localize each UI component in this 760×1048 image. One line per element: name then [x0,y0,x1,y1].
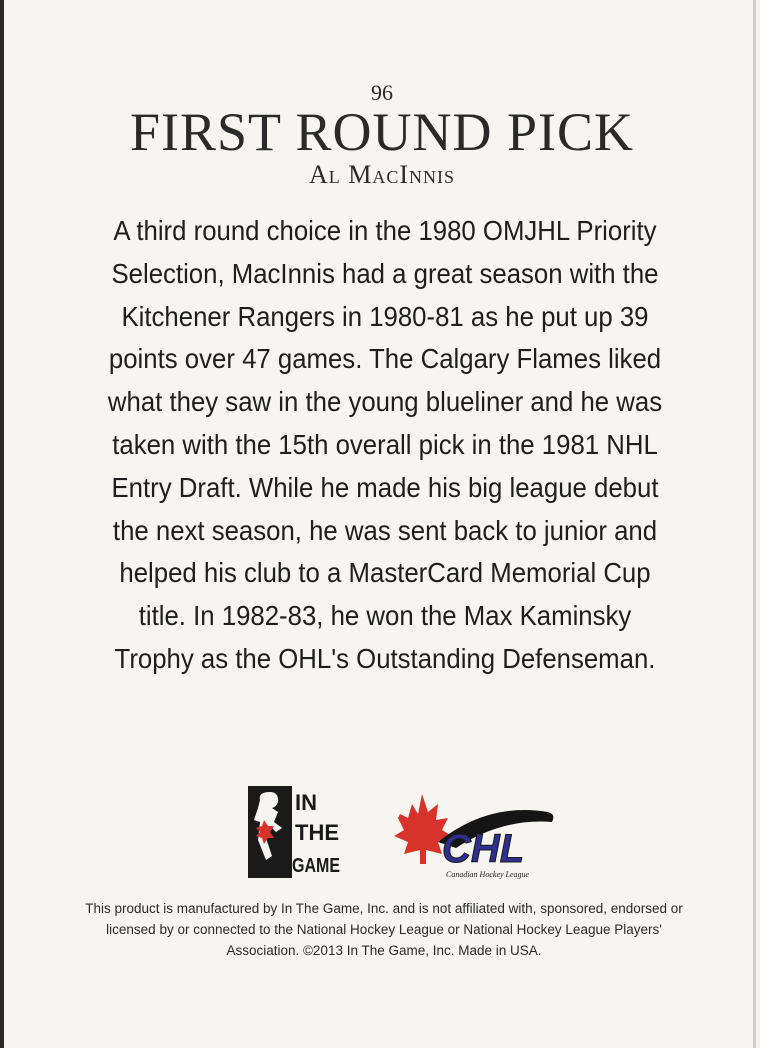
chl-wordmark: CHL [442,827,525,871]
player-name: Al MacInnis [308,160,456,189]
logo-row [4,780,760,890]
card-number: 96 [371,80,393,105]
itg-text-game: GAME [292,855,340,877]
card-title: FIRST ROUND PICK [129,102,635,162]
chl-tagline: Canadian Hockey League [446,870,530,879]
chl-logo-icon [380,780,556,884]
itg-text-in: IN [295,790,317,815]
itg-text-the: THE [295,820,339,845]
in-the-game-logo-icon [248,786,344,878]
legal-disclaimer: This product is manufactured by In The Game, Inc. and is not affiliated with, sponsored, endorsed or licensed by or connected to the National Hockey League or National Hockey League Players' Association. ©2013 In The Game, Inc. Made in USA. [85,901,683,958]
player-bio: A third round choice in the 1980 OMJHL Priority Selection, MacInnis had a great season with the Kitchener Rangers in 1980-81 as he put up 39 points over 47 games. The Calgary Flames liked what they saw in the young blueliner and he was taken with the 15th overall pick in the 1981 NHL Entry Draft. While he made his big league debut the next season, he was sent back to junior and helped his club to a MasterCard Memorial Cup title. In 1982-83, he won the Max Kaminsky Trophy as the OHL's Outstanding Defenseman. [107,215,663,674]
